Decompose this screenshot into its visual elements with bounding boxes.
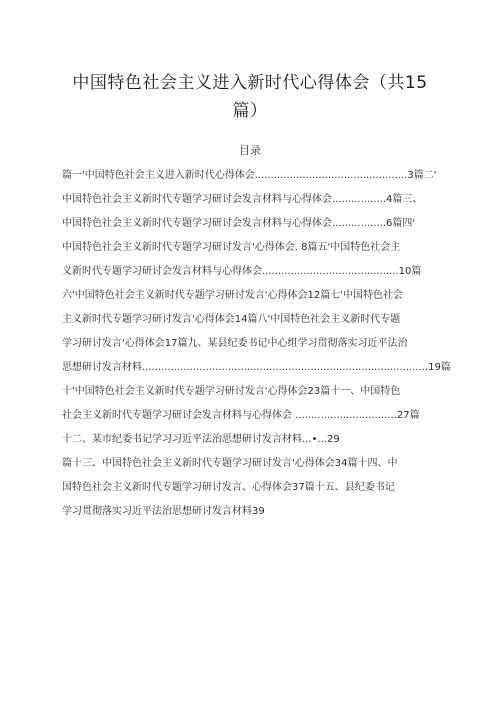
toc-line: 学习研讨发言'心得体会17篇九、某县纪委书记中心组学习贯彻落实习近平法治 xyxy=(62,338,408,349)
document-title-line-1: 中国特色社会主义进入新时代心得体会（共15 xyxy=(72,73,428,93)
toc-line: 篇十三、中国特色社会主义新时代专题学习研讨发言'心得体会34篇十四、中 xyxy=(62,458,398,469)
toc-line: 十'中国特色社会主义新时代专题学习研讨发言'心得体会23篇十一、中国特色 xyxy=(62,386,401,397)
toc-line: 中国特色社会主义新时代专题学习研讨发言'心得体会. 8篇五'中国特色社会主 xyxy=(62,242,401,253)
toc-line: 中国特色社会主义新时代专题学习研讨会发言材料与心得体会.................4篇三、 xyxy=(62,194,423,205)
toc-line: 学习贯彻落实习近平法治思想研讨发言材料39 xyxy=(62,506,265,517)
toc-line: 十二、某市纪委书记学习习近平法治思想研讨发言材料...•...29 xyxy=(62,434,340,445)
toc-line: 国特色社会主义新时代专题学习研讨发言、心得体会37篇十五、县纪委书记 xyxy=(62,482,395,493)
toc-line: 主义新时代专题学习研讨发言'心得体会14篇八'中国特色社会主义新时代专题 xyxy=(62,314,401,325)
toc-line: 六'中国特色社会主义新时代专题学习研讨发言'心得体会12篇七'中国特色社会 xyxy=(62,290,403,301)
toc-line: 中国特色社会主义新时代专题学习研讨会发言材料与心得体会.................6篇四' xyxy=(62,218,416,229)
toc-line: 社会主义新时代专题学习研讨会发言材料与心得体会 ................................27篇 xyxy=(62,410,420,421)
toc-line: 篇一'中国特色社会主义进入新时代心得体会................................................3篇二' xyxy=(62,170,437,181)
table-of-contents xyxy=(62,164,462,524)
toc-heading: 目录 xyxy=(239,144,261,157)
document-title-line-2: 篇） xyxy=(232,101,268,121)
toc-line: 思想研讨发言材料..........................................................................................19篇 xyxy=(62,362,451,373)
toc-line: 义新时代专题学习研讨会发言材料与心得体会...........................................10篇 xyxy=(62,266,422,277)
